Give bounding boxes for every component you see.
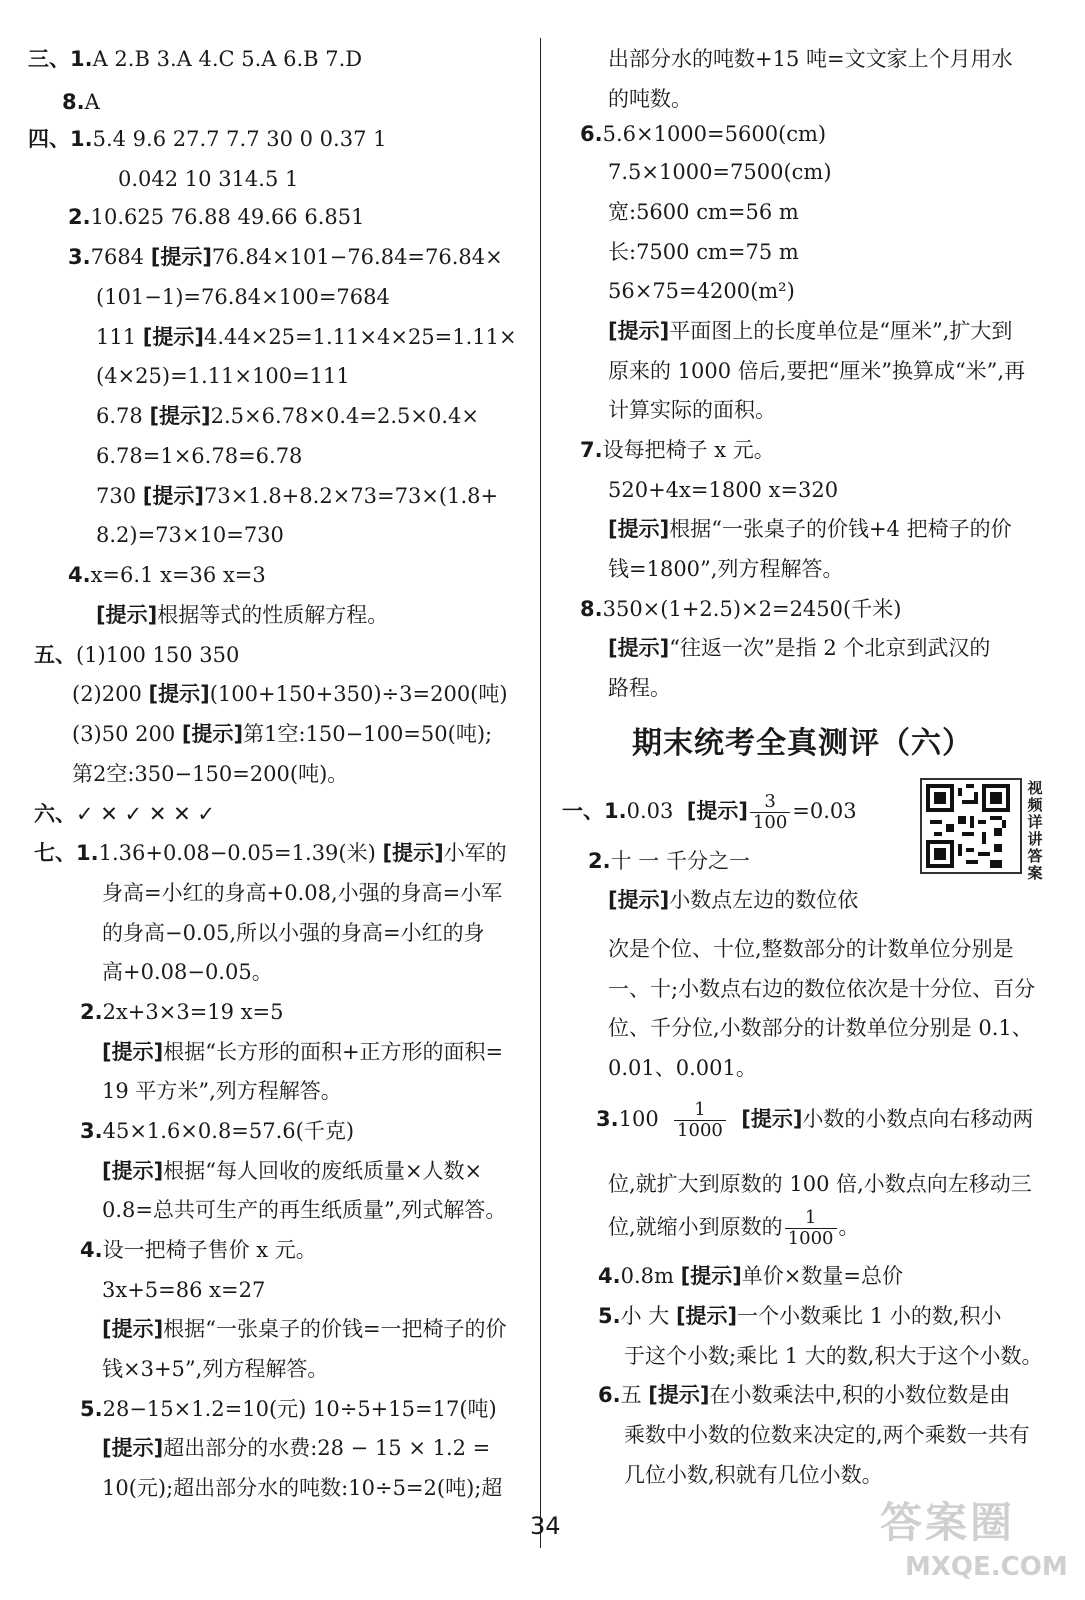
item-number: 四、1. [28,127,93,151]
hint-text: 4.44×25=1.11×4×25=1.11× [203,325,517,349]
answer-line [102,919,485,947]
answer-line [28,45,362,73]
answer-text: 6.78=1×6.78=6.78 [96,444,303,468]
fraction: $\frac{3}{100}$ [750,792,790,833]
hint-label: [提示] [150,245,212,269]
answer-text: 高+0.08−0.05。 [102,960,273,984]
answer-line [608,317,1012,345]
answer-1-2: 2.十 一 千分之一 [588,849,750,873]
answer-text: A 2.B 3.A 4.C 5.A 6.B 7.D [92,47,363,71]
answer-text: 钱=1800”,列方程解答。 [608,557,844,581]
answer-line [102,1038,503,1066]
answer-line [96,521,284,549]
answer-text: 10.625 76.88 49.66 6.851 [90,205,365,229]
hint-label: [提示] [608,517,670,541]
answer-line [102,1196,506,1224]
answer-text: 原来的 1000 倍后,要把“厘米”换算成“米”,再 [608,359,1026,383]
answer-text: 一、十;小数点右边的数位依次是十分位、百分 [608,977,1036,1001]
answer-text: 0.01、0.001。 [608,1056,757,1080]
answer-line [608,396,776,424]
answer-text: 长:7500 cm=75 m [608,240,799,264]
section-title: 期末统考全真测评（六） [632,726,973,761]
answer-line [608,357,1025,385]
item-number: 2. [68,205,91,229]
item-number: 8. [62,90,85,114]
answer-line [28,125,386,153]
hint-text: 根据等式的性质解方程。 [157,603,389,627]
answer-text: 0.8m [620,1264,681,1288]
hint-text: 小军的 [443,841,507,865]
hint-label: [提示] [148,682,210,706]
answer-line [608,555,843,583]
hint-text: 根据“每人回收的废纸质量×人数× [163,1159,483,1183]
hint-label: [提示] [680,1264,742,1288]
column-divider [540,38,541,1548]
answer-line [608,277,795,305]
answer-text: 乘数中小数的位数来决定的,两个乘数一共有 [624,1423,1030,1447]
answer-line [102,1157,482,1185]
answer-line [608,45,1013,73]
answer-text: 设一把椅子售价 x 元。 [102,1238,317,1262]
answer-line [598,1302,1002,1330]
answer-line [68,561,266,589]
answer-text: 730 [96,484,143,508]
answer-1-3: 3.100 $\frac{1}{1000}$ [提示]小数的小数点向右移动两 [596,1099,1034,1141]
answer-text: 19 平方米”,列方程解答。 [102,1079,342,1103]
answer-line [80,1236,317,1264]
answer-line [624,1342,1042,1370]
hint-text: 根据“长方形的面积+正方形的面积= [163,1040,504,1064]
hint-text: 根据“一张桌子的价钱=一把椅子的价 [163,1317,507,1341]
item-number: 8. [580,597,603,621]
answer-line [80,1117,354,1145]
answer-line [62,88,100,116]
answer-text: 小 大 [620,1304,676,1328]
qr-caption: 视频详讲答案 [1027,779,1043,882]
page-number: 34 [530,1512,561,1540]
answer-line [96,601,388,629]
answer-text: 10(元);超出部分水的吨数:10÷5=2(吨);超 [102,1476,503,1500]
answer-text: 路程。 [608,676,671,700]
answer-line [608,1054,757,1082]
qr-pattern-icon [926,784,1010,868]
answer-text: 于这个小数;乘比 1 大的数,积大于这个小数。 [624,1344,1043,1368]
answer-text: 3x+5=86 x=27 [102,1278,266,1302]
answer-line [608,674,671,702]
answer-text: x=6.1 x=36 x=3 [90,563,266,587]
answer-line [598,1381,1010,1409]
item-number: 3. [68,245,91,269]
hint-label: [提示] [608,636,670,660]
qr-code[interactable] [920,778,1022,874]
answer-line [102,958,273,986]
hint-text: 根据“一张桌子的价钱+4 把椅子的价 [669,517,1012,541]
answer-line [102,1276,265,1304]
answer-text: 位、千分位,小数部分的计数单位分别是 0.1、 [608,1016,1033,1040]
answer-text: 45×1.6×0.8=57.6(千克) [102,1119,355,1143]
answer-text: 2x+3×3=19 x=5 [102,1000,284,1024]
hint-text: “往返一次”是指 2 个北京到武汉的 [669,636,991,660]
answer-line [580,595,901,623]
answer-text: 设每把椅子 x 元。 [602,438,775,462]
answer-line [608,634,990,662]
answer-text: 的吨数。 [608,87,692,111]
answer-text: 5.6×1000=5600(cm) [602,122,827,146]
answer-line [608,1170,1032,1198]
answer-line [80,1395,497,1423]
hint-text: 2.5×6.78×0.4=2.5×0.4× [210,404,479,428]
answer-line [118,165,298,193]
answer-text: 0.042 10 314.5 1 [118,167,299,191]
answer-text: 五 [620,1383,649,1407]
answer-line [580,436,775,464]
item-number: 七、1. [34,841,99,865]
answer-line [68,203,364,231]
answer-text: 出部分水的吨数+15 吨=文文家上个月用水 [608,47,1013,71]
hint-text: 在小数乘法中,积的小数位数是由 [709,1383,1011,1407]
answer-1-2-hint: [提示]小数点左边的数位依 [608,888,859,912]
answer-line [34,641,239,669]
answer-line [72,720,492,748]
item-number: 4. [80,1238,103,1262]
hint-text: 超出部分的水费:28 − 15 × 1.2 = [163,1436,491,1460]
hint-text: (100+150+350)÷3=200(吨) [209,682,508,706]
hint-label: [提示] [102,1436,164,1460]
hint-text: 73×1.8+8.2×73=73×(1.8+ [203,484,499,508]
answer-text: 钱×3+5”,列方程解答。 [102,1357,329,1381]
answer-line [608,975,1035,1003]
hint-label: [提示] [181,722,244,746]
item-number: 三、1. [28,47,93,71]
answer-line [608,1014,1033,1042]
fraction: $\frac{1}{1000}$ [674,1100,726,1141]
item-number: 2. [80,1000,103,1024]
answer-text: (2)200 [72,682,149,706]
answer-text: 111 [96,325,143,349]
fraction: $\frac{1}{1000}$ [785,1208,837,1249]
answer-line [102,1434,490,1462]
item-number: 4. [68,563,91,587]
hint-label: [提示] [675,1304,738,1328]
answer-text: 的身高−0.05,所以小强的身高=小红的身 [102,921,485,945]
hint-label: [提示] [608,319,670,343]
answer-text: 1.36+0.08−0.05=1.39(米) [98,841,383,865]
answer-line [96,283,390,311]
answer-line [102,1077,342,1105]
answer-line [608,158,832,186]
item-number: 六、 [34,802,76,826]
answer-line [72,760,348,788]
answer-text: 几位小数,积就有几位小数。 [624,1463,883,1487]
answer-text: 56×75=4200(m²) [608,279,795,303]
item-number: 7. [580,438,603,462]
item-number: 6. [598,1383,621,1407]
answer-text: (101−1)=76.84×100=7684 [96,285,390,309]
answer-text: 宽:5600 cm=56 m [608,200,799,224]
hint-text: 第1空:150−100=50(吨); [243,722,493,746]
hint-label: [提示] [102,1159,164,1183]
answer-line [96,482,498,510]
answer-text: 8.2)=73×10=730 [96,523,284,547]
answer-line [608,935,1014,963]
answer-1-1: 一、1.0.03 [提示] $\frac{3}{100}$ =0.03 [562,791,857,833]
answer-text: 位,就扩大到原数的 100 倍,小数点向左移动三 [608,1172,1032,1196]
answer-text: 28−15×1.2=10(元) 10÷5+15=17(吨) [102,1397,497,1421]
answer-text: (4×25)=1.11×100=111 [96,364,350,388]
answer-line [96,362,350,390]
item-number: 6. [580,122,603,146]
answer-text: 0.8=总共可生产的再生纸质量”,列式解答。 [102,1198,507,1222]
answer-text: 第2空:350−150=200(吨)。 [72,762,349,786]
answer-line [598,1262,903,1290]
answer-line [624,1421,1030,1449]
watermark-logo: 答案圈 [880,1498,1016,1547]
hint-label: [提示] [142,325,204,349]
answer-line [102,879,502,907]
answer-line [102,1315,507,1343]
answer-text: ✓ ✕ ✓ ✕ ✕ ✓ [76,802,215,826]
answer-text: 身高=小红的身高+0.08,小强的身高=小军 [102,881,503,905]
hint-label: [提示] [142,484,204,508]
answer-line [608,515,1012,543]
answer-text: 7.5×1000=7500(cm) [608,160,832,184]
hint-label: [提示] [382,841,444,865]
answer-line [102,1474,502,1502]
answer-1-3-cont: 位,就缩小到原数的 $\frac{1}{1000}$ 。 [608,1207,860,1249]
item-number: 4. [598,1264,621,1288]
item-number: 五、 [34,643,76,667]
hint-text: 平面图上的长度单位是“厘米”,扩大到 [669,319,1013,343]
hint-label: [提示] [102,1040,164,1064]
answer-text: 次是个位、十位,整数部分的计数单位分别是 [608,937,1014,961]
answer-text: (1)100 150 350 [76,643,240,667]
answer-line [34,839,507,867]
hint-text: 一个小数乘比 1 小的数,积小 [737,1304,1002,1328]
hint-label: [提示] [96,603,158,627]
hint-label: [提示] [149,404,211,428]
answer-line [608,198,799,226]
item-number: 5. [80,1397,103,1421]
answer-text: 350×(1+2.5)×2=2450(千米) [602,597,902,621]
hint-label: [提示] [102,1317,164,1341]
answer-text: 6.78 [96,404,150,428]
answer-line [608,476,838,504]
answer-line [96,402,479,430]
hint-text: 单价×数量=总价 [741,1264,903,1288]
answer-text: A [84,90,100,114]
answer-line [68,243,503,271]
answer-line [608,238,799,266]
answer-line [608,85,692,113]
watermark-url: MXQE.COM [905,1552,1068,1582]
answer-line [34,800,215,828]
answer-text: 5.4 9.6 27.7 7.7 30 0 0.37 1 [92,127,387,151]
answer-line [102,1355,328,1383]
hint-text: 76.84×101−76.84=76.84× [211,245,503,269]
hint-label: [提示] [648,1383,710,1407]
answer-line [580,120,826,148]
answer-text: 520+4x=1800 x=320 [608,478,839,502]
answer-line [624,1461,883,1489]
answer-line [80,998,284,1026]
item-number: 3. [80,1119,103,1143]
item-number: 5. [598,1304,621,1328]
answer-text: (3)50 200 [72,722,182,746]
answer-text: 7684 [90,245,151,269]
answer-text: 计算实际的面积。 [608,398,776,422]
answer-line [72,680,508,708]
answer-line [96,442,302,470]
answer-line [96,323,517,351]
